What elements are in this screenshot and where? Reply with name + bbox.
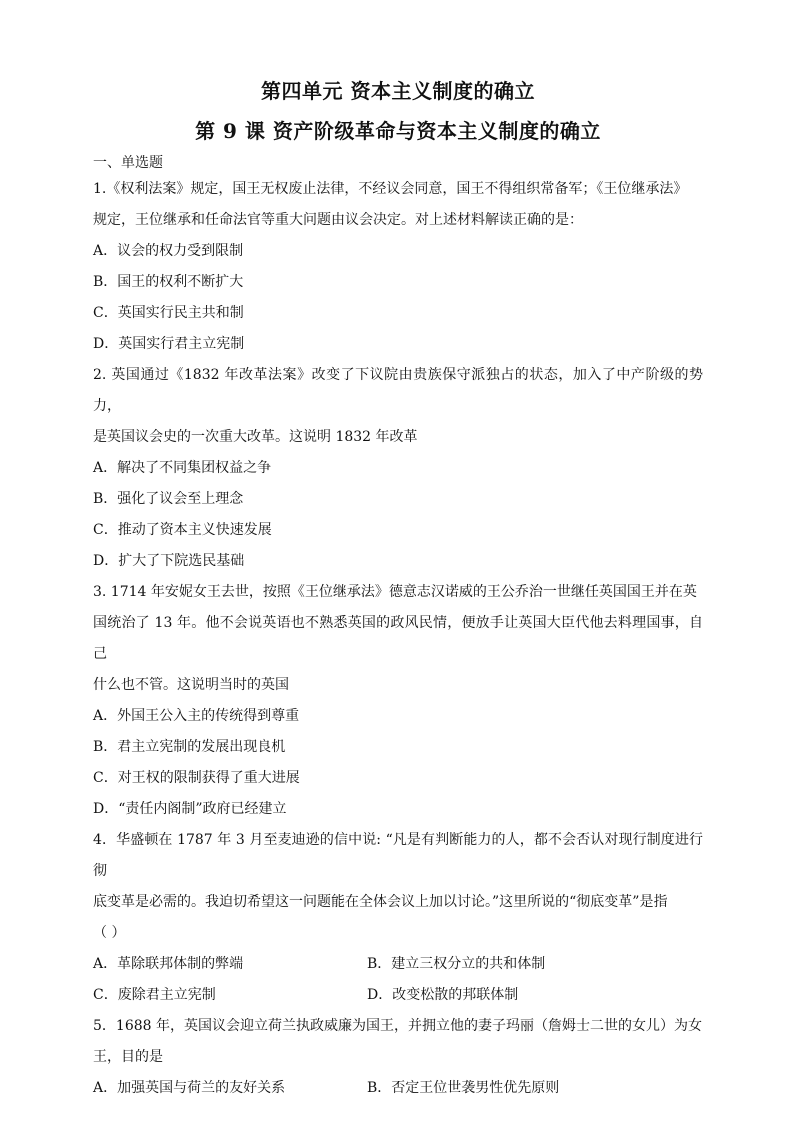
option-c: C．英国实行民主共和制 — [93, 305, 244, 321]
option-c: C．对王权的限制获得了重大进展 — [93, 770, 300, 786]
option-d: D．扩大了下院选民基础 — [93, 553, 245, 569]
question-text-line: 4．华盛顿在 1787 年 3 月至麦迪逊的信中说: “凡是有判断能力的人，都不会否认对现行制度进行彻 — [93, 832, 703, 879]
option-a: A．革除联邦体制的弊端 — [93, 956, 244, 972]
unit-title: 第四单元 资本主义制度的确立 — [261, 79, 535, 103]
question-2 — [93, 360, 703, 577]
option-d: D．英国实行君主立宪制 — [93, 336, 245, 352]
option-b: B．建立三权分立的共和体制 — [367, 956, 546, 972]
option-d: D．“责任内阁制”政府已经建立 — [93, 801, 287, 817]
option-b: B．强化了议会至上理念 — [93, 491, 244, 507]
option-d: D．改变松散的邦联体制 — [367, 987, 519, 1003]
question-text-line: 1.《权利法案》规定，国王无权废止法律，不经议会同意，国王不得组织常备军；《王位继承法》 — [93, 181, 688, 197]
section-heading: 一、单选题 — [93, 155, 163, 171]
question-text-line: 2. 英国通过《1832 年改革法案》改变了下议院由贵族保守派独占的状态，加入了中产阶级的势力， — [93, 367, 703, 414]
option-row — [93, 980, 703, 1011]
option-b: B．否定王位世袭男性优先原则 — [367, 1080, 560, 1096]
option-row — [93, 1073, 703, 1104]
answer-blank: （ ） — [93, 925, 126, 941]
option-a: A．加强英国与荷兰的友好关系 — [93, 1080, 286, 1096]
option-b: B．国王的权利不断扩大 — [93, 274, 244, 290]
question-text-line: 底变革是必需的。我迫切希望这一问题能在全体会议上加以讨论。”这里所说的“彻底变革”是指 — [93, 894, 668, 910]
lesson-title: 第 9 课 资产阶级革命与资本主义制度的确立 — [195, 119, 601, 143]
question-4 — [93, 825, 703, 1011]
question-text-line: 王，目的是 — [93, 1049, 163, 1065]
option-c: C．废除君主立宪制 — [93, 987, 216, 1003]
option-b: B．君主立宪制的发展出现良机 — [93, 739, 286, 755]
question-1 — [93, 174, 703, 360]
question-text-line: 什么也不管。这说明当时的英国 — [93, 677, 289, 693]
question-text-line: 5．1688 年，英国议会迎立荷兰执政威廉为国王，并拥立他的妻子玛丽（詹姆士二世的女儿）为女 — [93, 1018, 702, 1034]
question-3 — [93, 577, 703, 825]
document-page — [93, 78, 703, 1104]
option-c: C．推动了资本主义快速发展 — [93, 522, 272, 538]
question-text-line: 规定，王位继承和任命法官等重大问题由议会决定。对上述材料解读正确的是： — [93, 212, 583, 228]
option-a: A．外国王公入主的传统得到尊重 — [93, 708, 300, 724]
question-text-line: 国统治了 13 年。他不会说英语也不熟悉英国的政风民情，便放手让英国大臣代他去料理国事，自己 — [93, 615, 703, 662]
option-a: A．议会的权力受到限制 — [93, 243, 244, 259]
option-row — [93, 949, 703, 980]
question-text-line: 3. 1714 年安妮女王去世，按照《王位继承法》德意志汉诺威的王公乔治一世继任英国国王并在英 — [93, 584, 697, 600]
option-a: A．解决了不同集团权益之争 — [93, 460, 272, 476]
question-text-line: 是英国议会史的一次重大改革。这说明 1832 年改革 — [93, 429, 418, 445]
question-5 — [93, 1011, 703, 1104]
